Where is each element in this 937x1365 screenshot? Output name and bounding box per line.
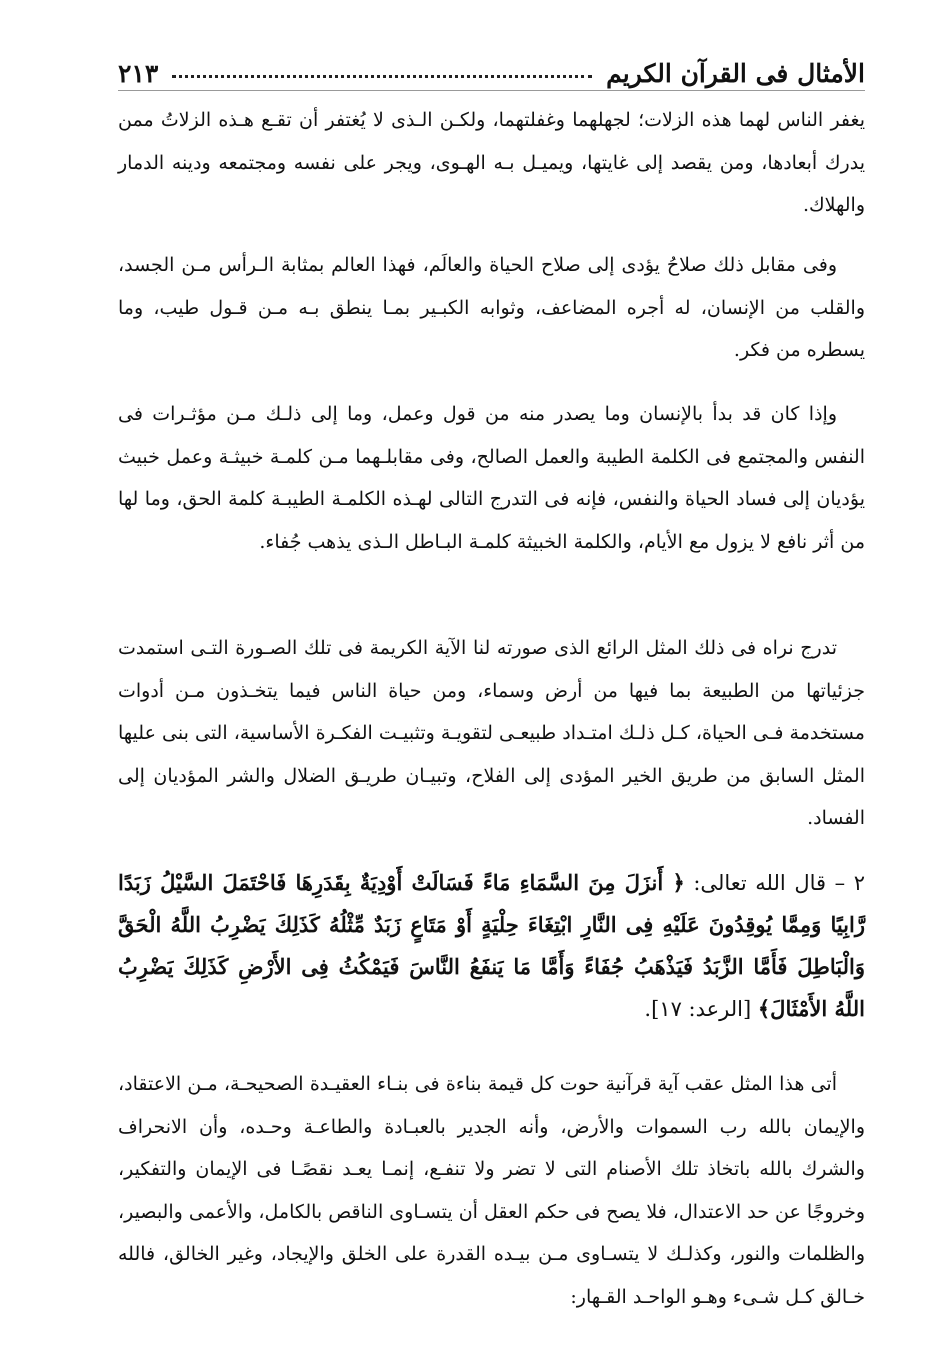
verse-intro: ٢ – قال الله تعالى:: [693, 871, 865, 895]
running-header: [118, 34, 865, 88]
book-title: الأمثال فى القرآن الكريم: [606, 59, 865, 88]
paragraph-1: يغفر الناس لهما هذه الزلات؛ لجهلهما وغفلتهما، ولكـن الـذى لا يُغتفر أن تقـع هـذه الزلاتُ ممن يدرك أبعادها، ومن يقصد إلى غايتها، ويميـل بـه الهـوى، ويجر على نفسه ومجتمعه ودينه الدمار والهلاك.: [118, 109, 865, 216]
verse-citation: [الرعد: ١٧].: [644, 997, 752, 1021]
page-number: ٢١٣: [118, 59, 159, 88]
verse-text: ﴿ أَنزَلَ مِنَ السَّمَاءِ مَاءً فَسَالَتْ أَوْدِيَةٌ بِقَدَرِهَا فَاحْتَمَلَ السَّيْلُ زَبَدًا رَّابِيًا وَمِمَّا يُوقِدُونَ عَلَيْهِ فِى النَّارِ ابْتِغَاءَ حِلْيَةٍ أَوْ مَتَاعٍ زَبَدٌ مِّثْلُهُ كَذَلِكَ يَضْرِبُ اللَّهُ الْحَقَّ وَالْبَاطِلَ فَأَمَّا الزَّبَدُ فَيَذْهَبُ جُفَاءً وَأَمَّا مَا يَنفَعُ النَّاسَ فَيَمْكُثُ فِى الأَرْضِ كَذَلِكَ يَضْرِبُ اللَّهُ الأَمْثَالَ﴾: [118, 870, 865, 1021]
paragraph-2: وفى مقابل ذلك صلاحُ يؤدى إلى صلاح الحياة والعالَم، فهذا العالم بمثابة الـرأس مـن الجسد، والقلب من الإنسان، له أجره المضاعف، وثوابه الكبـير بمـا ينطق بـه مـن قـول طيب، وما يسطره من فكر.: [118, 254, 865, 361]
paragraph-4: تدرج نراه فى ذلك المثل الرائع الذى صورته لنا الآية الكريمة فى تلك الصـورة التـى استمدت جزئياتها من الطبيعة بما فيها من أرض وسماء، ومن حياة الناس فيما يتخـذون مـن أدوات مستخدمة فـى الحياة، كـل ذلـك امتـداد طبيعـى لتقويـة وتثبيـت الفكـرة الأساسية، التى بنى عليها المثل السابق من طريق الخير المؤدى إلى الفلاح، وتبيـان طريـق الضلال والشر المؤديان إلى الفساد.: [118, 637, 865, 829]
leader-dots: [172, 75, 592, 78]
header-divider: [118, 90, 865, 91]
paragraph-3: وإذا كان قد بدأ بالإنسان وما يصدر منه من قول وعمل، وما إلى ذلـك مـن مؤثـرات فى النفس والمجتمع فى الكلمة الطيبة والعمل الصالح، وفى مقابلـهما مـن كلمـة خبيثـة وعمل خبيث يؤديان إلى فساد الحياة والنفس، فإنه فى التدرج التالى لهـذه الكلمـة الطيبـة كلمة الحق، وما لها من أثر نافع لا يزول مع الأيام، والكلمة الخبيثة كلمـة البـاطل الـذى يذهب جُفاء.: [118, 403, 865, 553]
quran-verse-block: [118, 862, 865, 1030]
paragraph-5: أتى هذا المثل عقب آية قرآنية حوت كل قيمة بناءة فى بنـاء العقيـدة الصحيحـة، مـن الاعتقاد، والإيمان بالله رب السموات والأرض، وأنه الجدير بالعبـادة والطاعـة وحـده، وأن الانحراف والشرك بالله باتخاذ تلك الأصنام التى لا تضر ولا تنفـع، إنمـا يعـد نقصًـا فى الإيمان والتفكير، وخروجًا عن حد الاعتدال، فلا يصح فى حكم العقل أن يتسـاوى الناقص بالكامل، والأعمى والبصير، والظلمات والنور، وكذلـك لا يتسـاوى مـن بيـده القدرة على الخلق والإيجاد، وغير الخالق، فالله خـالق كـل شـىء وهـو الواحـد القـهار:: [118, 1073, 865, 1308]
